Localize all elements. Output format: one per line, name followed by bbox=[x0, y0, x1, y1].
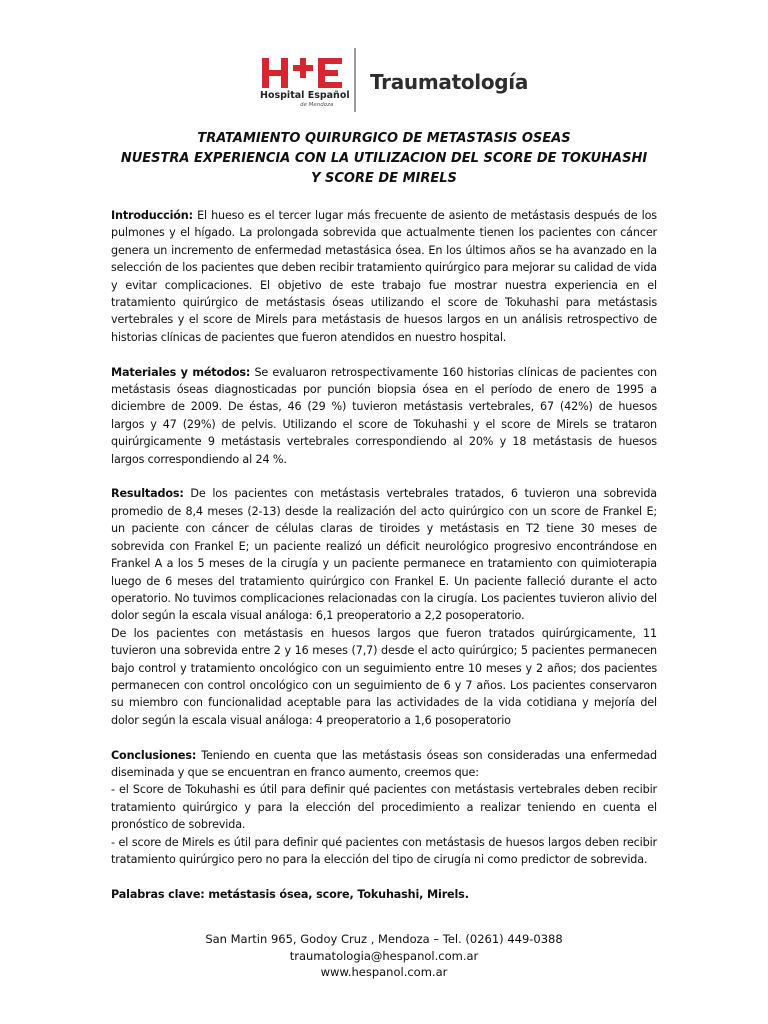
footer-address: San Martin 965, Godoy Cruz , Mendoza – Tel. (0261) 449-0388 bbox=[205, 932, 563, 946]
hospital-logo-icon bbox=[262, 56, 346, 90]
conclusions-paragraph bbox=[111, 747, 657, 782]
introduction-label: Introducción: bbox=[111, 209, 193, 222]
methods-label: Materiales y métodos: bbox=[111, 365, 251, 379]
logo-subtitle: de Mendoza bbox=[300, 102, 334, 108]
conclusions-label: Conclusiones: bbox=[111, 748, 197, 762]
title-line-3: Y SCORE DE MIRELS bbox=[311, 171, 457, 186]
results-label: Resultados: bbox=[111, 487, 184, 501]
keywords: Palabras clave: metástasis ósea, score, Tokuhashi, Mirels. bbox=[111, 887, 469, 901]
conclusions-item-2: - el score de Mirels es útil para definir qué pacientes con metástasis de huesos largos deben recibir tratamiento quirúrgico pero no para la elección del tipo de cirugía ni como predictor de sobrevida. bbox=[111, 835, 657, 866]
methods-paragraph bbox=[111, 364, 657, 468]
footer-website: www.hespanol.com.ar bbox=[320, 965, 448, 979]
results-paragraph bbox=[111, 485, 657, 624]
conclusions-item-1: - el Score de Tokuhashi es útil para definir qué pacientes con metástasis vertebrales deben recibir tratamiento quirúrgico y para la elección del procedimiento a realizar teniendo en cuenta el pronóstico de sobrevida. bbox=[111, 783, 657, 832]
title-line-1: TRATAMIENTO QUIRURGICO DE METASTASIS OSEAS bbox=[197, 131, 571, 146]
conclusions-text: Teniendo en cuenta que las metástasis óseas son consideradas una enfermedad diseminada y que se encuentran en franco aumento, creemos que: bbox=[111, 748, 657, 779]
letterhead bbox=[258, 44, 528, 116]
document-title bbox=[100, 129, 668, 189]
results-text: De los pacientes con metástasis vertebrales tratados, 6 tuvieron una sobrevida promedio de 8,4 meses (2-13) desde la realización del acto quirúrgico con un score de Frankel E; un paciente con cáncer de células claras de tiroides y metástasis en T2 tiene 30 meses de sobrevida con Frankel E; un paciente realizó un déficit neurológico progresivo encontrándose en Frankel A a los 5 meses de la cirugía y un paciente permanece en tratamiento con quimioterapia luego de 6 meses del tratamiento quirúrgico con Frankel E. Un paciente falleció durante el acto operatorio. No tuvimos complicaciones relacionadas con la cirugía. Los pacientes tuvieron alivio del dolor según la escala visual análoga: 6,1 preoperatorio a 2,2 posoperatorio. bbox=[111, 487, 657, 623]
introduction-paragraph bbox=[111, 207, 657, 346]
logo-name: Hospital Español bbox=[260, 90, 350, 101]
methods-text: Se evaluaron retrospectivamente 160 historias clínicas de pacientes con metástasis óseas diagnosticadas por punción biopsia ósea en el período de enero de 1995 a diciembre de 2009. De éstas, 46 (29 %) tuvieron metástasis vertebrales, 67 (42%) de huesos largos y 47 (29%) de pelvis. Utilizando el score de Tokuhashi y el score de Mirels se trataron quirúrgicamente 9 metástasis vertebrales correspondiendo al 20% y 18 metástasis de huesos largos correspondiendo al 24 %. bbox=[111, 365, 658, 466]
department-name: Traumatología bbox=[370, 70, 529, 94]
footer-email: traumatologia@hespanol.com.ar bbox=[289, 948, 479, 963]
header-divider bbox=[354, 48, 356, 112]
footer bbox=[100, 931, 668, 981]
results-paragraph-2: De los pacientes con metástasis en huesos largos que fueron tratados quirúrgicamente, 11 tuvieron una sobrevida entre 2 y 16 meses (7,7) desde el acto quirúrgico; 5 pacientes permanecen bajo control y tratamiento oncológico con un seguimiento entre 10 meses y 2 años; dos pacientes permanecen con control oncológico con un seguimiento de 6 y 7 años. Los pacientes conservaron su miembro con funcionalidad aceptable para las actividades de la vida cotidiana y mejoría del dolor según la escala visual análoga: 4 preoperatorio a 1,6 posoperatorio bbox=[111, 626, 657, 727]
introduction-text: El hueso es el tercer lugar más frecuente de asiento de metástasis después de los pulmones y el hígado. La prolongada sobrevida que actualmente tienen los pacientes con cáncer genera un incremento de enfermedad metastásica ósea. En los últimos años se ha avanzado en la selección de los pacientes que deben recibir tratamiento quirúrgico para mejorar su calidad de vida y evitar complicaciones. El objetivo de este trabajo fue mostrar nuestra experiencia en el tratamiento quirúrgico de metástasis óseas utilizando el score de Tokuhashi para metástasis vertebrales y el score de Mirels para metástasis de huesos largos en un análisis retrospectivo de historias clínicas de pacientes que fueron atendidos en nuestro hospital. bbox=[111, 209, 657, 344]
document-body bbox=[111, 207, 657, 903]
title-line-2: NUESTRA EXPERIENCIA CON LA UTILIZACION DEL SCORE DE TOKUHASHI bbox=[120, 151, 648, 166]
